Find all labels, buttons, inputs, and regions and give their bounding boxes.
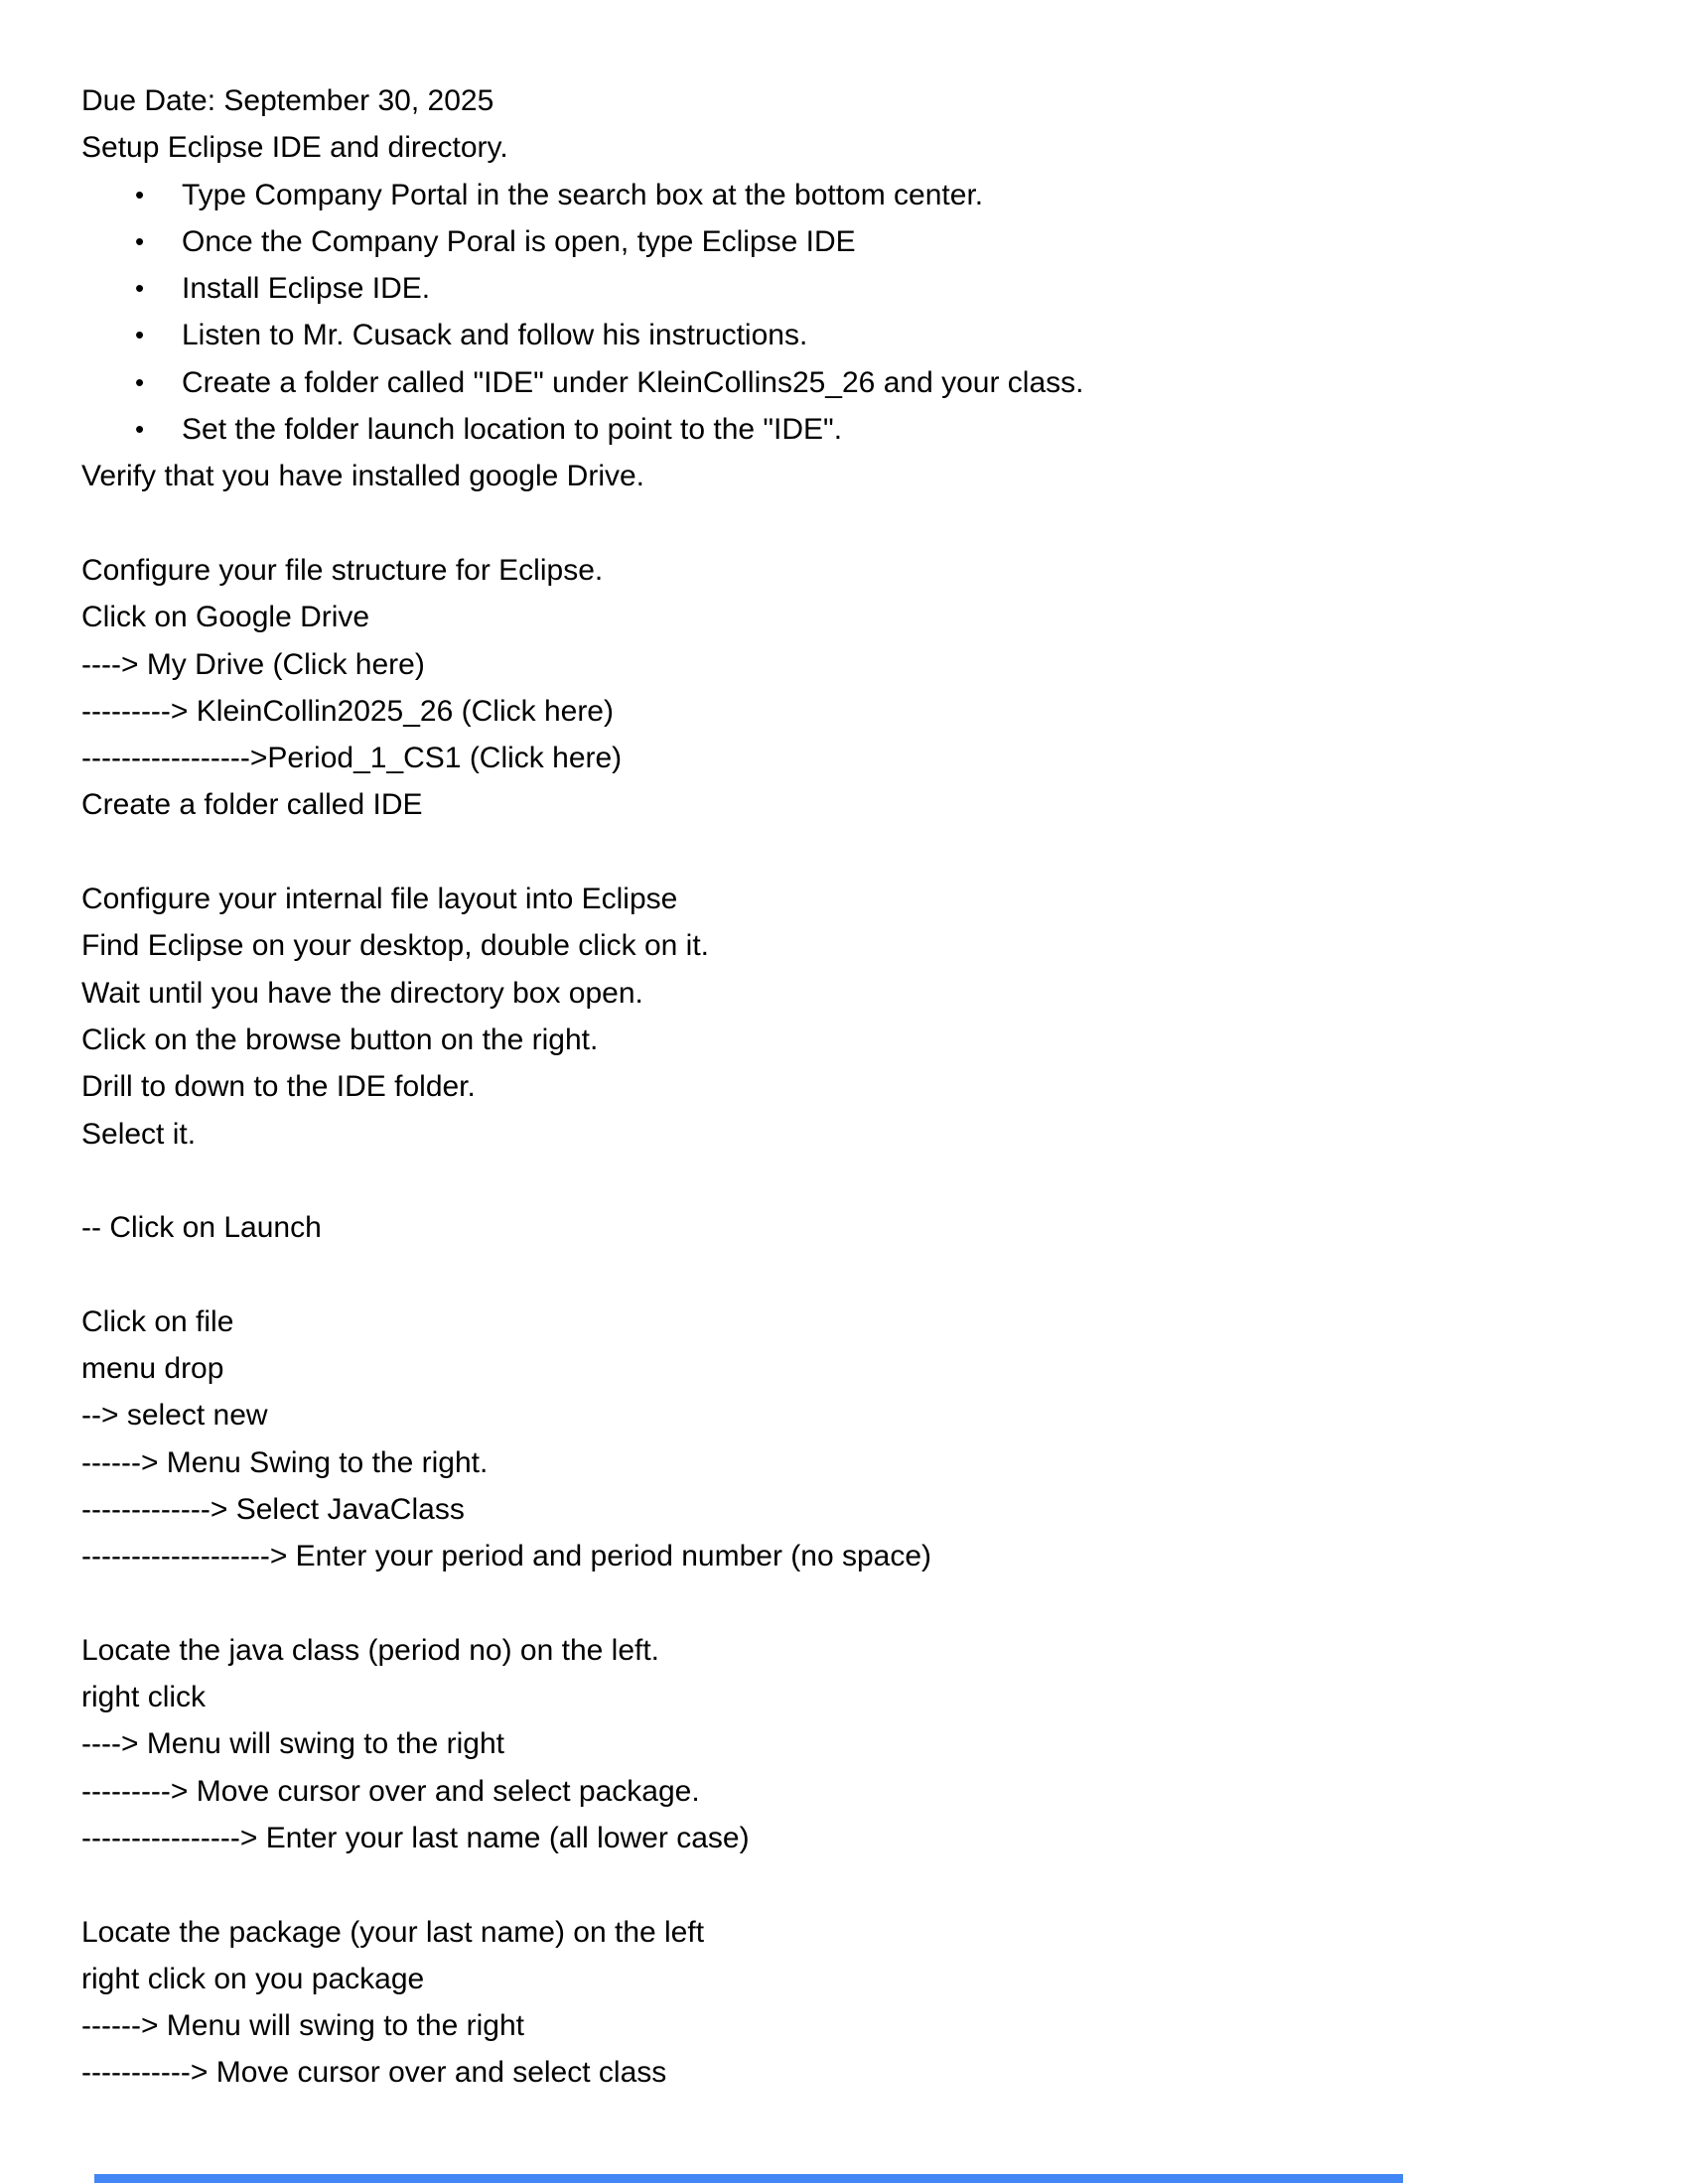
bullet-text: Type Company Portal in the search box at the bottom center. bbox=[182, 178, 984, 211]
doc-line: ---------> KleinCollin2025_26 (Click here) bbox=[81, 694, 614, 728]
doc-line: Drill to down to the IDE folder. bbox=[81, 1070, 476, 1104]
bullet-icon: • bbox=[135, 179, 145, 209]
doc-line: Create a folder called IDE bbox=[81, 788, 423, 822]
doc-line: Click on file bbox=[81, 1304, 234, 1338]
doc-line: Locate the package (your last name) on the left bbox=[81, 1915, 705, 1949]
bullet-icon: • bbox=[135, 273, 145, 304]
blank-line bbox=[81, 1251, 1648, 1297]
document-body bbox=[81, 77, 1648, 2097]
doc-line: right click bbox=[81, 1681, 207, 1714]
doc-line: ----------------> Enter your last name (all lower case) bbox=[81, 1821, 750, 1854]
doc-line: Locate the java class (period no) on the left. bbox=[81, 1633, 660, 1667]
doc-line: -----------> Move cursor over and select class bbox=[81, 2056, 667, 2090]
doc-line: -------------> Select JavaClass bbox=[81, 1492, 465, 1526]
doc-line: Setup Eclipse IDE and directory. bbox=[81, 131, 508, 165]
doc-line: ----> Menu will swing to the right bbox=[81, 1727, 504, 1761]
bullet-icon: • bbox=[135, 366, 145, 397]
blank-line bbox=[81, 1580, 1648, 1627]
bullet-text: Once the Company Poral is open, type Eclipse IDE bbox=[182, 224, 856, 258]
doc-line: ---------> Move cursor over and select package. bbox=[81, 1774, 700, 1808]
doc-line: menu drop bbox=[81, 1352, 224, 1386]
doc-line: Click on the browse button on the right. bbox=[81, 1023, 599, 1056]
bullet-icon: • bbox=[135, 320, 145, 350]
bottom-blue-bar bbox=[94, 2174, 1403, 2183]
bullet-item bbox=[81, 406, 1648, 453]
bullet-item bbox=[81, 172, 1648, 218]
blank-line bbox=[81, 500, 1648, 547]
doc-line: Select it. bbox=[81, 1117, 197, 1151]
doc-line: Click on Google Drive bbox=[81, 601, 370, 634]
bullet-icon: • bbox=[135, 225, 145, 256]
doc-line: Due Date: September 30, 2025 bbox=[81, 84, 494, 117]
bullet-item bbox=[81, 218, 1648, 265]
doc-line: ------> Menu Swing to the right. bbox=[81, 1445, 489, 1479]
doc-line: right click on you package bbox=[81, 1962, 425, 1995]
doc-line: --> select new bbox=[81, 1399, 268, 1433]
doc-line: Configure your internal file layout into Eclipse bbox=[81, 883, 678, 916]
bullet-item bbox=[81, 265, 1648, 312]
bullet-icon: • bbox=[135, 414, 145, 445]
doc-line: ------> Menu will swing to the right bbox=[81, 2009, 524, 2043]
blank-line bbox=[81, 1158, 1648, 1204]
bullet-text: Create a folder called "IDE" under KleinCollins25_26 and your class. bbox=[182, 365, 1084, 399]
doc-line: Verify that you have installed google Drive. bbox=[81, 460, 644, 493]
doc-line: -- Click on Launch bbox=[81, 1211, 322, 1245]
doc-line: Find Eclipse on your desktop, double click on it. bbox=[81, 929, 710, 963]
bullet-item bbox=[81, 359, 1648, 406]
bullet-text: Install Eclipse IDE. bbox=[182, 272, 431, 306]
blank-line bbox=[81, 1861, 1648, 1908]
doc-line: Wait until you have the directory box open. bbox=[81, 976, 643, 1010]
bullet-text: Set the folder launch location to point to the "IDE". bbox=[182, 413, 843, 447]
blank-line bbox=[81, 829, 1648, 876]
doc-line: -------------------> Enter your period and period number (no space) bbox=[81, 1540, 932, 1573]
doc-line: Configure your file structure for Eclipse. bbox=[81, 553, 604, 587]
doc-line: ----------------->Period_1_CS1 (Click here) bbox=[81, 742, 623, 775]
bullet-text: Listen to Mr. Cusack and follow his instructions. bbox=[182, 319, 808, 352]
doc-line: ----> My Drive (Click here) bbox=[81, 647, 425, 681]
bullet-item bbox=[81, 312, 1648, 358]
